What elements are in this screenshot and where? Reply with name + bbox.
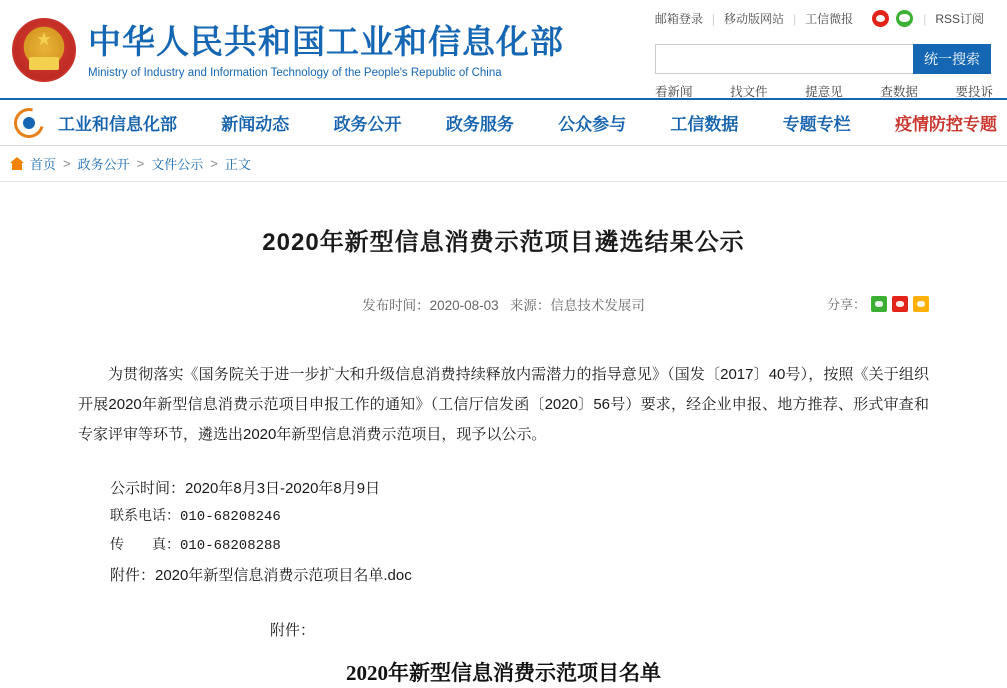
nav-item-epidemic-topic[interactable]: 疫情防控专题 — [894, 115, 997, 134]
attachment-label: 附件： — [270, 622, 316, 639]
article-meta-center — [78, 294, 929, 314]
breadcrumb-item-disclosure[interactable]: 政务公开 — [77, 157, 130, 172]
quicklink-data[interactable]: 查数据 — [880, 85, 918, 99]
breadcrumb-separator: > — [136, 156, 145, 171]
search-box — [655, 44, 991, 74]
breadcrumb-item-current[interactable]: 正文 — [224, 157, 251, 172]
topbar-separator: | — [923, 11, 927, 26]
share-weibo-icon[interactable] — [892, 296, 908, 312]
topbar-link-weibao[interactable]: 工信微报 — [805, 12, 854, 26]
site-header — [0, 0, 1007, 98]
site-title-en: Ministry of Industry and Information Technology of the People's Republic of China — [88, 67, 502, 79]
share-wechat-icon[interactable] — [871, 296, 887, 312]
nav-item-public-participation[interactable]: 公众参与 — [558, 115, 627, 134]
attachment-link[interactable]: 附件：2020年新型信息消费示范项目名单.doc — [110, 567, 412, 584]
share-bar — [827, 294, 929, 313]
nav-item-government-services[interactable]: 政务服务 — [445, 115, 514, 134]
article-meta — [78, 294, 929, 320]
home-icon — [10, 157, 24, 170]
nav-item-news[interactable]: 新闻动态 — [221, 115, 290, 134]
source-label: 来源： — [509, 298, 551, 313]
article-paragraph-1: 为贯彻落实《国务院关于进一步扩大和升级信息消费持续释放内需潜力的指导意见》（国发〔2017〕40号），按照《关于组织开展2020年新型信息消费示范项目申报工作的通知》（工信厅信发函〔2020〕56号）要求，经企业申报、地方推荐、形式审查和专家评审等环节，遴选出2020年新型信息消费示范项目，现予以公示。 — [78, 366, 929, 443]
quicklink-documents[interactable]: 找文件 — [730, 85, 768, 99]
national-emblem-icon — [12, 18, 76, 82]
page-title: 2020年新型信息消费示范项目遴选结果公示 — [262, 229, 745, 256]
main-navigation — [0, 98, 1007, 146]
breadcrumb-item-home[interactable]: 首页 — [30, 157, 57, 172]
topbar-separator: | — [793, 11, 797, 26]
fax-number: 传 真：010-68208288 — [110, 538, 281, 554]
site-title — [88, 22, 564, 82]
contact-phone: 联系电话：010-68208246 — [110, 509, 281, 525]
quicklink-feedback[interactable]: 提意见 — [805, 85, 843, 99]
nav-items — [58, 110, 1007, 135]
quicklink-complaint[interactable]: 要投诉 — [955, 85, 993, 99]
breadcrumb-item-documents[interactable]: 文件公示 — [151, 157, 204, 172]
quicklink-news[interactable]: 看新闻 — [655, 85, 693, 99]
article — [0, 182, 1007, 688]
topbar-link-mobile[interactable]: 移动版网站 — [724, 12, 785, 26]
nav-item-government-disclosure[interactable]: 政务公开 — [333, 115, 402, 134]
notice-period: 公示时间：2020年8月3日-2020年8月9日 — [110, 480, 381, 497]
nav-item-special-topics[interactable]: 专题专栏 — [782, 115, 851, 134]
search-button[interactable]: 统一搜索 — [913, 44, 991, 74]
miit-logo-icon — [14, 108, 44, 138]
breadcrumb-separator: > — [210, 156, 218, 171]
publish-date: 2020-08-03 — [429, 298, 499, 313]
nav-item-industry-data[interactable]: 工信数据 — [670, 115, 739, 134]
share-qzone-icon[interactable] — [913, 296, 929, 312]
topbar-separator: | — [711, 11, 716, 26]
attachment-title: 2020年新型信息消费示范项目名单 — [346, 661, 661, 685]
source-value: 信息技术发展司 — [550, 298, 645, 313]
emblem-gate — [29, 57, 59, 70]
topbar-link-mail[interactable]: 邮箱登录 — [654, 12, 703, 26]
emblem-star: ★ — [36, 31, 52, 48]
site-title-cn: 中华人民共和国工业和信息化部 — [88, 23, 564, 60]
publish-time-label: 发布时间： — [362, 298, 430, 313]
search-input[interactable] — [655, 44, 913, 74]
share-label: 分享： — [826, 297, 866, 312]
article-info-block — [78, 474, 929, 590]
topbar-link-rss[interactable]: RSS订阅 — [935, 12, 984, 26]
nav-item-ministry[interactable]: 工业和信息化部 — [58, 115, 177, 134]
emblem-ring — [12, 18, 76, 82]
breadcrumb-separator: > — [63, 156, 71, 171]
breadcrumb — [0, 146, 1007, 182]
article-body — [78, 360, 929, 688]
